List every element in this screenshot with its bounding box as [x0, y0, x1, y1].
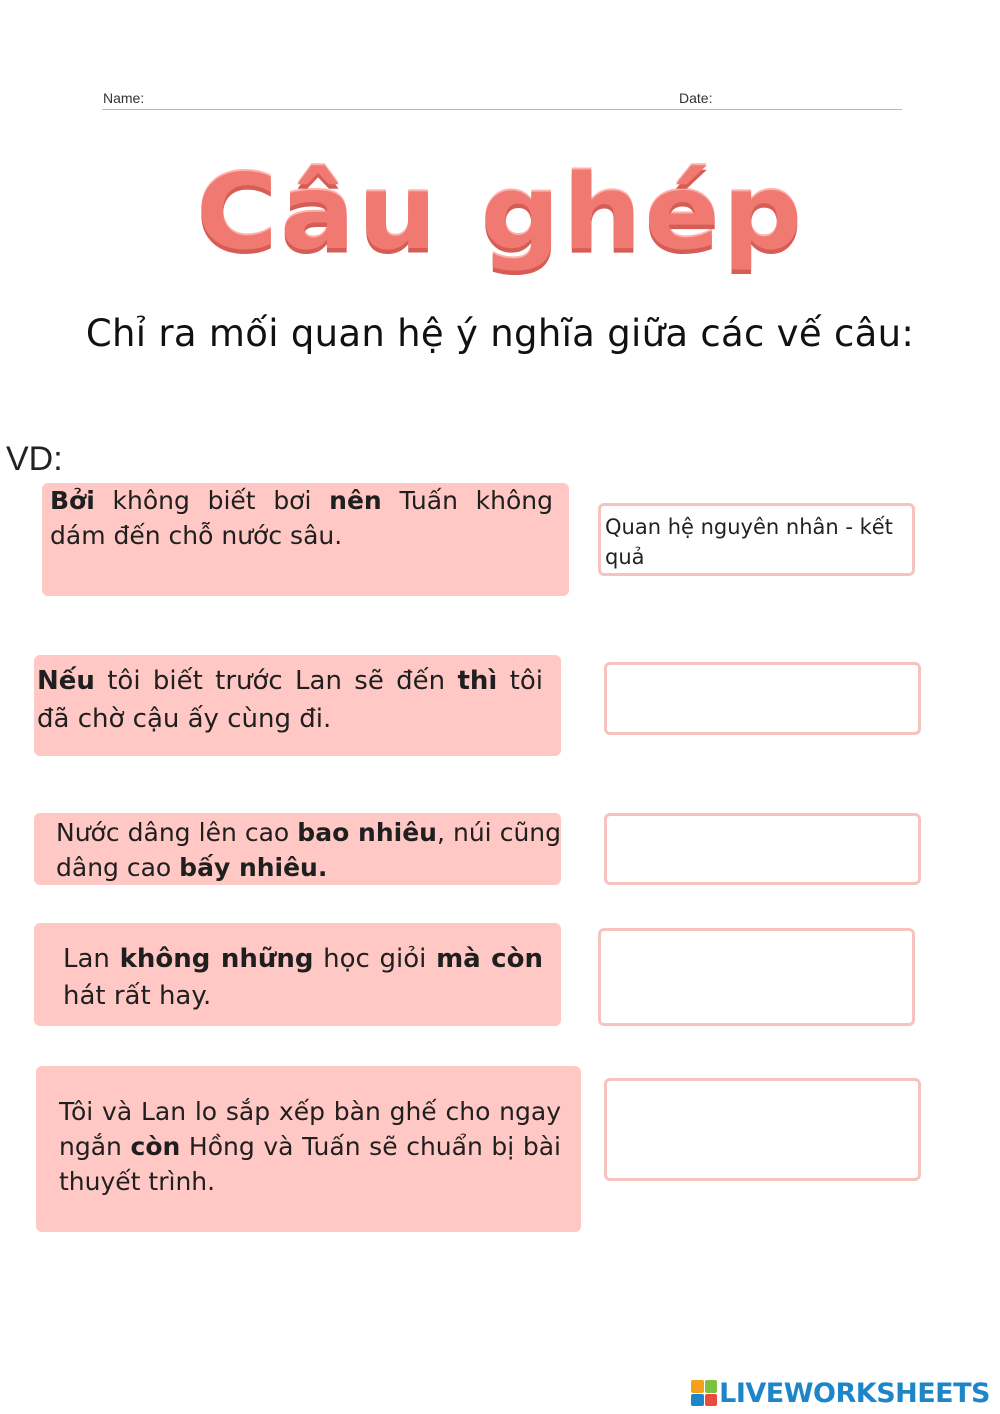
- liveworksheets-logo-icon: [691, 1380, 717, 1406]
- sentence-text: Nước dâng lên cao: [56, 818, 298, 847]
- sentence-text: tôi đã chờ cậu ấy cùng đi.: [37, 666, 544, 734]
- date-label: Date:: [679, 90, 713, 106]
- liveworksheets-logo: [691, 1378, 990, 1408]
- example-label: VD:: [6, 440, 63, 478]
- sentence-text: Tuấn không dám đến chỗ nước sâu.: [50, 486, 553, 550]
- connective-word: còn: [130, 1132, 181, 1161]
- answer-box-1[interactable]: Quan hệ nguyên nhân - kết quả: [598, 503, 915, 576]
- sentence-box-5: [36, 1066, 581, 1232]
- answer-box-2[interactable]: [604, 662, 921, 735]
- instruction-text: Chỉ ra mối quan hệ ý nghĩa giữa các vế câu:: [85, 312, 915, 355]
- connective-word: không những: [119, 944, 314, 974]
- sentence-text: hát rất hay.: [63, 981, 212, 1011]
- sentence-text: không biết bơi: [94, 486, 330, 515]
- sentence-text: học giỏi: [313, 944, 437, 974]
- sentence-box-2: [34, 655, 561, 756]
- sentence-text: Tôi và Lan lo sắp xếp bàn ghế cho ngay ngắn: [59, 1097, 561, 1161]
- answer-box-5[interactable]: [604, 1078, 921, 1181]
- connective-word: Bởi: [50, 486, 95, 515]
- header-rule: [102, 109, 902, 110]
- sentence-box-3: [34, 813, 561, 885]
- name-label: Name:: [103, 90, 145, 106]
- connective-word: thì: [457, 666, 498, 696]
- logo-text: LIVEWORKSHEETS: [719, 1377, 990, 1409]
- connective-word: mà còn: [436, 944, 543, 974]
- sentence-text: Lan: [63, 944, 120, 974]
- sentence-text: tôi biết trước Lan sẽ đến: [94, 666, 458, 696]
- worksheet-title: Câu ghép: [195, 153, 805, 273]
- answer-box-3[interactable]: [604, 813, 921, 885]
- connective-word: Nếu: [37, 666, 95, 696]
- sentence-box-1: [42, 483, 569, 596]
- sentence-box-4: [34, 923, 561, 1026]
- connective-word: nên: [329, 486, 382, 515]
- sentence-text: Hồng và Tuấn sẽ chuẩn bị bài thuyết trình.: [59, 1132, 561, 1196]
- connective-word: bấy nhiêu.: [179, 853, 328, 882]
- sentence-text: , núi cũng dâng cao: [56, 818, 562, 882]
- answer-box-4[interactable]: [598, 928, 915, 1026]
- connective-word: bao nhiêu: [297, 818, 437, 847]
